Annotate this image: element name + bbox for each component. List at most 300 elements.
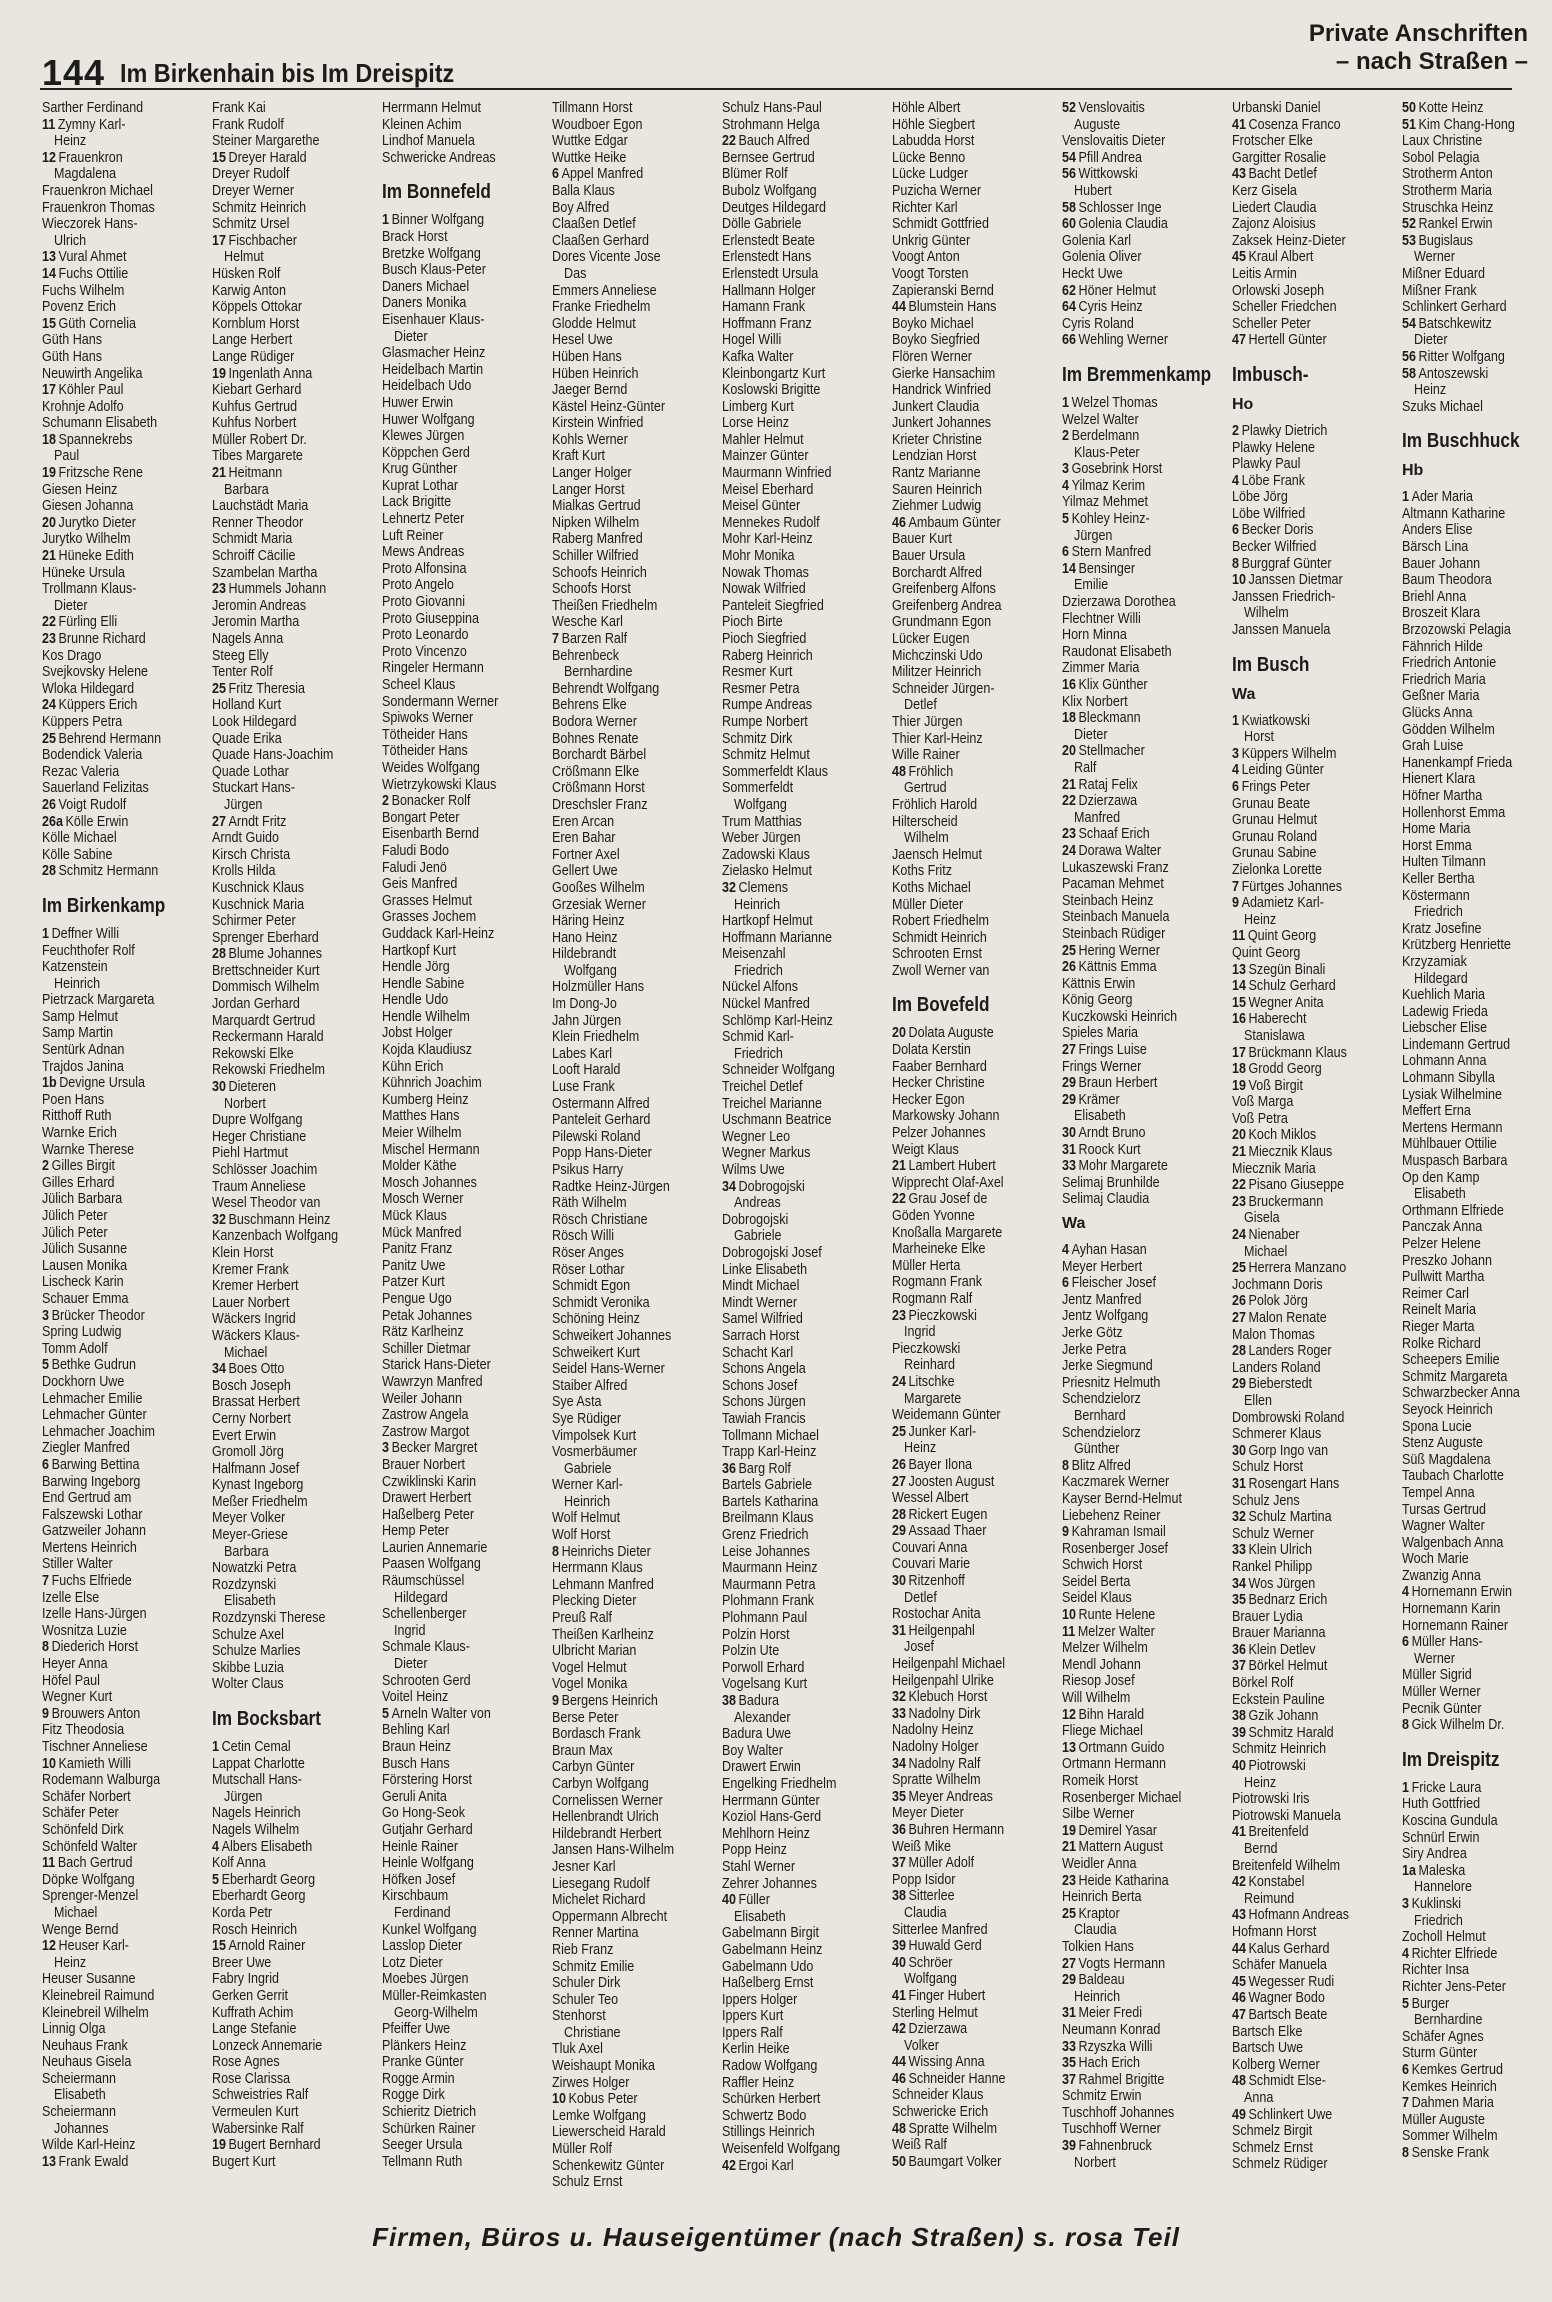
resident-name: Klix Günther (1078, 677, 1148, 693)
resident-entry (1402, 1269, 1545, 1286)
resident-name: Richter Insa (1402, 1962, 1469, 1979)
resident-name: Barbara (224, 1543, 269, 1560)
resident-name: Schwertz Bodo (722, 2107, 807, 2124)
resident-entry (1062, 1342, 1205, 1359)
resident-entry (1402, 366, 1545, 383)
resident-name: Briehl Anna (1402, 588, 1467, 605)
entry-continuation (1402, 332, 1545, 349)
resident-name: Janssen Dietmar (1248, 572, 1343, 589)
resident-name: Pullwitt Martha (1402, 1269, 1485, 1286)
resident-name: Reckermann Harald (212, 1029, 324, 1046)
resident-name: Keller Bertha (1402, 870, 1475, 887)
resident-name: Uschmann Beatrice (722, 1112, 832, 1129)
resident-entry (382, 1490, 525, 1507)
resident-entry (552, 1013, 695, 1030)
resident-entry (1402, 805, 1545, 822)
resident-entry (552, 581, 695, 598)
resident-name: Breitenfeld (1248, 1824, 1309, 1841)
entry-continuation (892, 1391, 1035, 1408)
entry-continuation (722, 1046, 865, 1063)
resident-name: Ortmann Guido (1078, 1739, 1165, 1756)
resident-name: Kremer Frank (212, 1261, 289, 1278)
resident-entry (212, 448, 355, 465)
resident-name: Auguste (1074, 116, 1121, 133)
resident-entry (382, 1772, 525, 1789)
resident-name: Haßelberg Peter (382, 1506, 475, 1523)
resident-name: Schuler Teo (552, 1991, 619, 2008)
resident-entry (212, 1772, 355, 1789)
resident-entry (1232, 1658, 1375, 1675)
resident-entry (212, 1822, 355, 1839)
resident-name: Gabriele (734, 1228, 782, 1245)
resident-entry (1232, 1443, 1375, 1460)
resident-entry (382, 150, 525, 167)
resident-name: Emmers Anneliese (552, 282, 657, 299)
resident-entry (892, 1125, 1035, 1142)
resident-entry (382, 909, 525, 926)
resident-entry (42, 992, 185, 1009)
resident-name: Bugert Bernhard (228, 2137, 321, 2154)
resident-entry (722, 1510, 865, 1527)
resident-entry (552, 1876, 695, 1893)
resident-entry (892, 415, 1035, 432)
resident-entry (1402, 954, 1545, 971)
resident-name: Lambert Hubert (908, 1158, 996, 1175)
resident-entry (1062, 1458, 1205, 1475)
house-number: 13 (1062, 1739, 1076, 1756)
resident-entry (892, 2021, 1035, 2038)
resident-name: Wilms Uwe (722, 1162, 785, 1178)
resident-name: Rankel Erwin (1418, 216, 1493, 233)
resident-entry (42, 1308, 185, 1325)
resident-entry (552, 1577, 695, 1594)
resident-entry (42, 1722, 185, 1739)
resident-name: Riesop Josef (1062, 1673, 1135, 1690)
resident-entry (382, 117, 525, 134)
resident-entry (892, 166, 1035, 183)
resident-entry (892, 1191, 1035, 1208)
resident-entry (1232, 506, 1375, 523)
resident-name: Jürgen (224, 796, 263, 813)
resident-name: Schulze Marlies (212, 1643, 301, 1660)
resident-entry (892, 100, 1035, 117)
resident-name: Voogt Anton (892, 249, 960, 266)
resident-entry (42, 863, 185, 880)
house-number: 19 (1062, 1822, 1076, 1839)
house-number: 4 (1232, 472, 1239, 489)
resident-entry (552, 200, 695, 217)
resident-entry (722, 1411, 865, 1428)
resident-name: Christiane (564, 2024, 621, 2041)
resident-name: Heinz (54, 133, 87, 150)
resident-name: Frings Peter (1241, 779, 1310, 795)
directory-column (382, 100, 552, 2200)
resident-entry (892, 1872, 1035, 1889)
house-number: 26a (42, 813, 63, 830)
resident-entry (722, 498, 865, 515)
resident-entry (1402, 1369, 1545, 1386)
resident-entry (212, 731, 355, 748)
resident-entry (1062, 1956, 1205, 1973)
resident-name: Ader Maria (1411, 489, 1473, 506)
resident-entry (1402, 1203, 1545, 1220)
resident-entry (212, 1394, 355, 1411)
resident-name: Voß Marga (1232, 1094, 1294, 1111)
house-number: 3 (1402, 1895, 1409, 1912)
resident-name: Frank Kai (212, 100, 266, 116)
resident-entry (892, 1656, 1035, 1673)
entry-continuation (1232, 912, 1375, 929)
resident-name: Tellmann Ruth (382, 2153, 463, 2170)
resident-entry (382, 1440, 525, 1457)
resident-entry (892, 1241, 1035, 1258)
resident-entry (1232, 1509, 1375, 1526)
resident-name: Lukaszewski Franz (1062, 859, 1169, 876)
resident-name: Proto Leonardo (382, 627, 469, 644)
resident-name: Eren Bahar (552, 830, 616, 847)
resident-name: Kemkes Gertrud (1411, 2061, 1503, 2078)
resident-entry (42, 1673, 185, 1690)
resident-entry (212, 1428, 355, 1445)
resident-entry (892, 249, 1035, 266)
resident-entry (1062, 1839, 1205, 1856)
resident-name: Mertens Hermann (1402, 1119, 1503, 1136)
resident-name: Werner (1414, 1650, 1455, 1667)
resident-entry (212, 349, 355, 366)
resident-name: Ippers Ralf (722, 2024, 783, 2041)
resident-name: Fortner Axel (552, 846, 620, 863)
house-number: 16 (1062, 677, 1076, 693)
resident-name: Preuß Ralf (552, 1610, 612, 1627)
resident-entry (382, 1938, 525, 1955)
resident-entry (42, 648, 185, 665)
resident-entry (212, 598, 355, 615)
resident-entry (42, 1191, 185, 1208)
resident-name: Mißner Frank (1402, 282, 1477, 299)
resident-name: Vogel Helmut (552, 1659, 627, 1676)
resident-name: Traum Anneliese (212, 1178, 306, 1195)
resident-name: Proto Vincenzo (382, 643, 467, 660)
resident-name: Piotrowski Manuela (1232, 1807, 1341, 1824)
resident-entry (1062, 1292, 1205, 1309)
resident-entry (552, 1245, 695, 1262)
resident-entry (212, 1029, 355, 1046)
resident-name: Maurmann Petra (722, 1576, 816, 1593)
resident-name: Unkrig Günter (892, 232, 971, 249)
resident-name: Jerke Petra (1062, 1341, 1127, 1358)
resident-entry (722, 681, 865, 698)
resident-name: Blumstein Hans (908, 299, 997, 316)
resident-entry (1232, 1642, 1375, 1659)
resident-name: Lange Stefanie (212, 2021, 297, 2038)
resident-entry (212, 1872, 355, 1889)
resident-name: Plecking Dieter (552, 1593, 637, 1610)
house-number: 56 (1062, 166, 1076, 183)
resident-entry (892, 1523, 1035, 1540)
resident-entry (1232, 1592, 1375, 1609)
resident-entry (1232, 1957, 1375, 1974)
resident-entry (892, 1474, 1035, 1491)
resident-name: Miecznik Maria (1232, 1160, 1316, 1177)
resident-name: Werner Karl- (552, 1477, 623, 1494)
resident-entry (892, 515, 1035, 532)
resident-name: Raudonat Elisabeth (1062, 643, 1172, 660)
resident-name: Kim Chang-Hong (1418, 116, 1515, 133)
resident-name: Weiß Mike (892, 1838, 952, 1855)
resident-name: Vermeulen Kurt (212, 2104, 299, 2121)
resident-entry (722, 614, 865, 631)
resident-name: Schwarzbecker Anna (1402, 1385, 1520, 1402)
resident-name: Kunkel Wolfgang (382, 1921, 477, 1938)
resident-entry (1062, 316, 1205, 333)
resident-name: Heilgenpahl Michael (892, 1656, 1006, 1673)
resident-entry (382, 362, 525, 379)
resident-entry (722, 598, 865, 615)
resident-name: Jobst Holger (382, 1025, 453, 1042)
resident-name: Schmelz Ernst (1232, 2139, 1313, 2156)
resident-name: Schweikert Johannes (552, 1327, 672, 1344)
resident-entry (1402, 937, 1545, 954)
house-number: 7 (552, 631, 559, 647)
resident-name: Kleinen Achim (382, 116, 462, 133)
resident-name: Cornelissen Werner (552, 1792, 663, 1809)
house-number: 29 (1062, 1075, 1076, 1092)
resident-name: Brack Horst (382, 228, 448, 245)
resident-name: Theißen Karlheinz (552, 1626, 654, 1643)
house-number: 29 (1232, 1376, 1246, 1393)
resident-entry (212, 233, 355, 250)
resident-entry (1062, 561, 1205, 578)
resident-entry (212, 548, 355, 565)
resident-name: Weiler Johann (382, 1390, 463, 1407)
resident-entry (42, 266, 185, 283)
directory-column (1402, 100, 1552, 2200)
resident-name: Baum Theodora (1402, 572, 1492, 589)
entry-continuation (722, 1195, 865, 1212)
resident-name: Walgenbach Anna (1402, 1534, 1504, 1551)
resident-name: Limberg Kurt (722, 398, 794, 415)
resident-name: Bauer Ursula (892, 548, 966, 565)
resident-name: Mück Manfred (382, 1224, 462, 1241)
resident-name: Petak Johannes (382, 1307, 473, 1324)
resident-name: Busch Klaus-Peter (382, 262, 486, 279)
resident-entry (1402, 2128, 1545, 2145)
resident-entry (892, 432, 1035, 449)
resident-entry (1402, 1236, 1545, 1253)
resident-name: Bretzke Wolfgang (382, 245, 481, 262)
resident-name: Looft Harald (552, 1062, 621, 1079)
house-number: 36 (1232, 1641, 1246, 1658)
resident-name: Koch Miklos (1248, 1127, 1317, 1144)
resident-name: Rostochar Anita (892, 1606, 981, 1623)
resident-entry (42, 1474, 185, 1491)
street-heading: Im Buschhuck (1402, 430, 1520, 453)
resident-name: Langer Holger (552, 465, 632, 482)
resident-entry (382, 1059, 525, 1076)
resident-name: Roock Kurt (1078, 1141, 1141, 1158)
resident-entry (552, 565, 695, 582)
house-number: 39 (1232, 1724, 1246, 1741)
resident-name: Eren Arcan (552, 813, 615, 830)
resident-name: Pelzer Helene (1402, 1236, 1481, 1252)
resident-name: Batschkewitz (1418, 315, 1492, 332)
entry-continuation (1062, 810, 1205, 827)
resident-name: Schmidt Egon (552, 1278, 631, 1295)
resident-entry (1402, 2029, 1545, 2046)
resident-entry (1232, 845, 1375, 862)
resident-entry (382, 2121, 525, 2138)
house-number: 4 (1062, 477, 1069, 494)
resident-entry (552, 1743, 695, 1760)
resident-name: Boy Walter (722, 1742, 783, 1759)
resident-entry (892, 648, 1035, 665)
resident-name: Dockhorn Uwe (42, 1373, 125, 1390)
resident-name: Lonzeck Annemarie (212, 2037, 323, 2054)
resident-entry (42, 926, 185, 943)
resident-entry (1062, 249, 1205, 266)
resident-name: Bartels Gabriele (722, 1477, 812, 1494)
resident-name: Wolfgang (564, 962, 617, 979)
resident-name: Behrens Elke (552, 697, 627, 714)
resident-entry (212, 863, 355, 880)
resident-name: Psikus Harry (552, 1162, 624, 1178)
resident-name: Op den Kamp (1402, 1169, 1480, 1186)
resident-entry (892, 1424, 1035, 1441)
resident-name: Kumberg Heinz (382, 1091, 469, 1108)
resident-name: Mosch Johannes (382, 1174, 477, 1191)
resident-name: Kölle Sabine (42, 846, 113, 863)
resident-name: Wipprecht Olaf-Axel (892, 1174, 1004, 1191)
resident-entry (1402, 100, 1545, 117)
resident-entry (552, 299, 695, 316)
resident-name: Hildebrandt Herbert (552, 1825, 662, 1842)
resident-name: Schaaf Erich (1078, 826, 1150, 843)
house-number: 4 (212, 1838, 219, 1855)
resident-entry (1402, 183, 1545, 200)
resident-entry (1232, 133, 1375, 150)
resident-name: Panteleit Siegfried (722, 597, 824, 614)
resident-name: Sommer Wilhelm (1402, 2128, 1498, 2145)
resident-name: Proto Alfonsina (382, 560, 467, 577)
resident-name: Landers Roland (1232, 1359, 1321, 1376)
house-number: 28 (42, 863, 56, 880)
resident-name: Claudia (1074, 1922, 1117, 1939)
resident-name: Golenia Claudia (1078, 216, 1168, 233)
resident-name: Samp Martin (42, 1025, 114, 1042)
resident-name: Lack Brigitte (382, 494, 452, 511)
resident-entry (552, 1444, 695, 1461)
resident-entry (212, 1756, 355, 1773)
resident-entry (892, 1772, 1035, 1789)
resident-entry (1232, 1144, 1375, 1161)
resident-entry (42, 1839, 185, 1856)
resident-name: Wawrzyn Manfred (382, 1373, 483, 1390)
entry-continuation (1232, 1028, 1375, 1045)
resident-entry (552, 1544, 695, 1561)
resident-name: Breer Uwe (212, 1954, 272, 1971)
resident-entry (1062, 1491, 1205, 1508)
resident-entry (382, 1042, 525, 1059)
resident-entry (1232, 1078, 1375, 1095)
entry-continuation (212, 1096, 355, 1113)
resident-entry (892, 614, 1035, 631)
resident-name: Moebes Jürgen (382, 1971, 469, 1988)
resident-entry (722, 1494, 865, 1511)
resident-name: Weidemann Günter (892, 1407, 1001, 1424)
resident-entry (382, 1556, 525, 1573)
entry-continuation (382, 1623, 525, 1640)
resident-entry (552, 1046, 695, 1063)
resident-entry (552, 1510, 695, 1527)
resident-name: Gellert Uwe (552, 863, 618, 880)
resident-entry (552, 332, 695, 349)
house-number: 6 (1062, 1275, 1069, 1292)
resident-entry (892, 1291, 1035, 1308)
resident-entry (892, 631, 1035, 648)
resident-entry (552, 1959, 695, 1976)
resident-name: Brückmann Klaus (1248, 1044, 1347, 1061)
resident-entry (1402, 1896, 1545, 1913)
resident-entry (552, 432, 695, 449)
resident-entry (1402, 1435, 1545, 1452)
resident-name: Heuser Karl- (58, 1938, 129, 1955)
resident-entry (1402, 1402, 1545, 1419)
resident-name: Konstabel (1248, 1874, 1305, 1891)
resident-name: Tillmann Horst (552, 100, 633, 116)
resident-entry (552, 117, 695, 134)
resident-name: Hornemann Karin (1402, 1601, 1501, 1618)
house-number: 34 (722, 1178, 736, 1195)
resident-entry (1232, 1161, 1375, 1178)
entry-continuation (892, 1440, 1035, 1457)
resident-entry (212, 531, 355, 548)
resident-name: Räumschüssel (382, 1573, 465, 1590)
resident-entry (212, 1444, 355, 1461)
house-number: 23 (1232, 1193, 1246, 1210)
resident-name: Bartels Katharina (722, 1493, 819, 1510)
resident-entry (382, 478, 525, 495)
resident-entry (892, 1556, 1035, 1573)
resident-name: Neuhaus Frank (42, 2037, 128, 2054)
resident-name: Schmale Klaus- (382, 1639, 470, 1656)
resident-entry (42, 764, 185, 781)
resident-entry (552, 1942, 695, 1959)
resident-entry (722, 266, 865, 283)
resident-entry (42, 2054, 185, 2071)
resident-entry (1402, 838, 1545, 855)
resident-name: Kos Drago (42, 647, 102, 664)
resident-name: Meßer Friedhelm (212, 1493, 308, 1510)
resident-name: Braun Herbert (1078, 1075, 1158, 1092)
resident-name: Buschmann Heinz (228, 1211, 331, 1228)
resident-name: Anna (1244, 2089, 1274, 2106)
resident-name: Linnig Olga (42, 2021, 106, 2038)
resident-entry (892, 847, 1035, 864)
house-number: 44 (892, 2054, 906, 2071)
resident-name: Liewerscheid Harald (552, 2124, 666, 2141)
resident-name: Tuschhoff Johannes (1062, 2104, 1175, 2121)
resident-entry (382, 893, 525, 910)
resident-entry (42, 216, 185, 233)
resident-entry (552, 2141, 695, 2158)
resident-name: Kühn Erich (382, 1058, 444, 1075)
resident-entry (1062, 412, 1205, 429)
resident-entry (1232, 1293, 1375, 1310)
directory-column (722, 100, 892, 2200)
resident-name: Meyer Herbert (1062, 1258, 1143, 1275)
resident-name: Heckt Uwe (1062, 265, 1123, 282)
resident-name: Drawert Herbert (382, 1490, 472, 1507)
